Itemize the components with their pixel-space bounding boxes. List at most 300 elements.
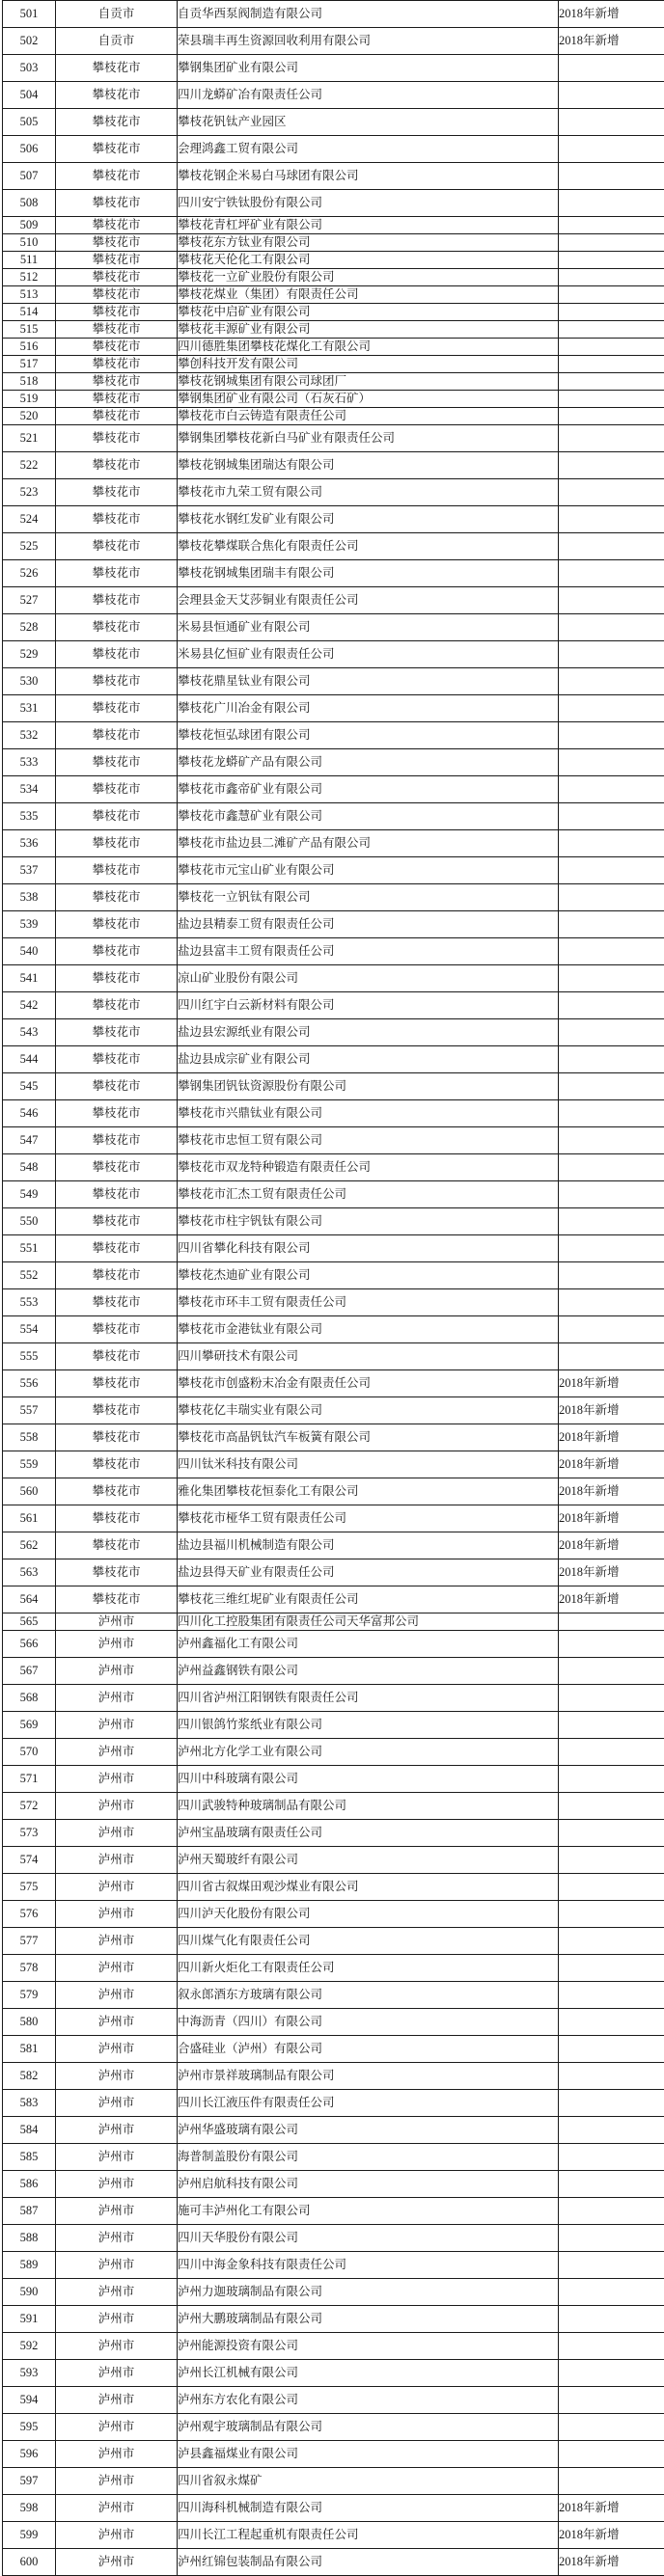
company-name-cell: 四川中海金象科技有限责任公司 bbox=[178, 2252, 559, 2279]
remark-cell bbox=[559, 425, 664, 452]
row-number-cell: 597 bbox=[3, 2468, 56, 2495]
table-row bbox=[3, 938, 664, 965]
remark-cell bbox=[559, 304, 664, 321]
table-row bbox=[3, 506, 664, 533]
city-cell: 攀枝花市 bbox=[56, 641, 178, 668]
company-name-cell: 四川煤气化有限责任公司 bbox=[178, 1928, 559, 1955]
row-number-cell: 566 bbox=[3, 1631, 56, 1658]
company-name-cell: 海普制盖股份有限公司 bbox=[178, 2144, 559, 2171]
row-number-cell: 551 bbox=[3, 1235, 56, 1262]
company-name-cell: 四川红宇白云新材料有限公司 bbox=[178, 992, 559, 1019]
city-cell: 攀枝花市 bbox=[56, 408, 178, 425]
company-name-cell: 四川省泸州江阳钢铁有限责任公司 bbox=[178, 1685, 559, 1712]
city-cell: 泸州市 bbox=[56, 2036, 178, 2063]
remark-cell bbox=[559, 560, 664, 587]
city-cell: 攀枝花市 bbox=[56, 695, 178, 722]
remark-cell bbox=[559, 1100, 664, 1127]
row-number-cell: 573 bbox=[3, 1820, 56, 1847]
remark-cell bbox=[559, 1685, 664, 1712]
table-row bbox=[3, 286, 664, 304]
table-row bbox=[3, 1685, 664, 1712]
row-number-cell: 526 bbox=[3, 560, 56, 587]
city-cell: 攀枝花市 bbox=[56, 506, 178, 533]
city-cell: 攀枝花市 bbox=[56, 911, 178, 938]
remark-cell bbox=[559, 217, 664, 234]
row-number-cell: 503 bbox=[3, 55, 56, 82]
row-number-cell: 589 bbox=[3, 2252, 56, 2279]
company-name-cell: 攀枝花龙蟒矿产品有限公司 bbox=[178, 749, 559, 776]
row-number-cell: 514 bbox=[3, 304, 56, 321]
remark-cell: 2018年新增 bbox=[559, 1478, 664, 1505]
remark-cell bbox=[559, 1046, 664, 1073]
remark-cell bbox=[559, 2090, 664, 2117]
city-cell: 攀枝花市 bbox=[56, 722, 178, 749]
remark-cell bbox=[559, 1901, 664, 1928]
company-name-cell: 四川银鸽竹浆纸业有限公司 bbox=[178, 1712, 559, 1739]
row-number-cell: 587 bbox=[3, 2198, 56, 2225]
row-number-cell: 530 bbox=[3, 668, 56, 695]
table-row bbox=[3, 1154, 664, 1181]
remark-cell bbox=[559, 2144, 664, 2171]
company-name-cell: 泸州观宇玻璃制品有限公司 bbox=[178, 2414, 559, 2441]
remark-cell bbox=[559, 1847, 664, 1874]
city-cell: 攀枝花市 bbox=[56, 1397, 178, 1424]
city-cell: 攀枝花市 bbox=[56, 1208, 178, 1235]
company-name-cell: 四川钛米科技有限公司 bbox=[178, 1451, 559, 1478]
city-cell: 攀枝花市 bbox=[56, 1478, 178, 1505]
company-name-cell: 米易县恒通矿业有限公司 bbox=[178, 614, 559, 641]
city-cell: 泸州市 bbox=[56, 2549, 178, 2576]
remark-cell bbox=[559, 190, 664, 217]
company-name-cell: 攀枝花市金港钛业有限公司 bbox=[178, 1316, 559, 1343]
company-name-cell: 攀枝花三维红坭矿业有限责任公司 bbox=[178, 1586, 559, 1613]
remark-cell bbox=[559, 533, 664, 560]
remark-cell: 2018年新增 bbox=[559, 28, 664, 55]
table-row bbox=[3, 1982, 664, 2009]
remark-cell: 2018年新增 bbox=[559, 2549, 664, 2576]
table-row bbox=[3, 830, 664, 857]
city-cell: 攀枝花市 bbox=[56, 587, 178, 614]
remark-cell bbox=[559, 2441, 664, 2468]
remark-cell bbox=[559, 1712, 664, 1739]
remark-cell bbox=[559, 2414, 664, 2441]
city-cell: 泸州市 bbox=[56, 2333, 178, 2360]
remark-cell bbox=[559, 1928, 664, 1955]
table-row bbox=[3, 1019, 664, 1046]
table-row bbox=[3, 911, 664, 938]
remark-cell bbox=[559, 2387, 664, 2414]
table-row bbox=[3, 1451, 664, 1478]
row-number-cell: 568 bbox=[3, 1685, 56, 1712]
city-cell: 泸州市 bbox=[56, 2306, 178, 2333]
company-name-cell: 攀枝花市高晶钒钛汽车板簧有限公司 bbox=[178, 1424, 559, 1451]
row-number-cell: 501 bbox=[3, 1, 56, 28]
city-cell: 泸州市 bbox=[56, 2225, 178, 2252]
table-row bbox=[3, 1127, 664, 1154]
row-number-cell: 531 bbox=[3, 695, 56, 722]
city-cell: 攀枝花市 bbox=[56, 163, 178, 190]
city-cell: 攀枝花市 bbox=[56, 1019, 178, 1046]
company-name-cell: 盐边县得天矿业有限责任公司 bbox=[178, 1559, 559, 1586]
city-cell: 攀枝花市 bbox=[56, 1451, 178, 1478]
company-name-cell: 泸州北方化学工业有限公司 bbox=[178, 1739, 559, 1766]
company-name-cell: 四川德胜集团攀枝花煤化工有限公司 bbox=[178, 339, 559, 356]
city-cell: 攀枝花市 bbox=[56, 1289, 178, 1316]
remark-cell bbox=[559, 1613, 664, 1631]
company-name-cell: 泸州长江机械有限公司 bbox=[178, 2360, 559, 2387]
remark-cell bbox=[559, 911, 664, 938]
remark-cell bbox=[559, 1343, 664, 1370]
table-row bbox=[3, 391, 664, 408]
table-row bbox=[3, 2225, 664, 2252]
company-table bbox=[2, 0, 664, 2576]
table-row bbox=[3, 82, 664, 109]
remark-cell bbox=[559, 1235, 664, 1262]
company-name-cell: 泸州红锦包装制品有限公司 bbox=[178, 2549, 559, 2576]
row-number-cell: 533 bbox=[3, 749, 56, 776]
city-cell: 攀枝花市 bbox=[56, 1559, 178, 1586]
table-row bbox=[3, 2549, 664, 2576]
company-name-cell: 攀枝花钢城集团有限公司球团厂 bbox=[178, 373, 559, 391]
table-row bbox=[3, 1, 664, 28]
table-row bbox=[3, 2117, 664, 2144]
row-number-cell: 582 bbox=[3, 2063, 56, 2090]
remark-cell bbox=[559, 2279, 664, 2306]
company-name-cell: 凉山矿业股份有限公司 bbox=[178, 965, 559, 992]
remark-cell bbox=[559, 1793, 664, 1820]
remark-cell bbox=[559, 1289, 664, 1316]
row-number-cell: 525 bbox=[3, 533, 56, 560]
company-name-cell: 四川龙蟒矿冶有限责任公司 bbox=[178, 82, 559, 109]
row-number-cell: 509 bbox=[3, 217, 56, 234]
table-row bbox=[3, 587, 664, 614]
city-cell: 泸州市 bbox=[56, 2414, 178, 2441]
row-number-cell: 511 bbox=[3, 252, 56, 269]
city-cell: 泸州市 bbox=[56, 1982, 178, 2009]
remark-cell: 2018年新增 bbox=[559, 1370, 664, 1397]
remark-cell bbox=[559, 965, 664, 992]
remark-cell: 2018年新增 bbox=[559, 1505, 664, 1532]
table-row bbox=[3, 1262, 664, 1289]
city-cell: 攀枝花市 bbox=[56, 1586, 178, 1613]
row-number-cell: 532 bbox=[3, 722, 56, 749]
city-cell: 泸州市 bbox=[56, 2495, 178, 2522]
row-number-cell: 590 bbox=[3, 2279, 56, 2306]
remark-cell bbox=[559, 234, 664, 252]
row-number-cell: 538 bbox=[3, 884, 56, 911]
company-name-cell: 攀枝花市桠华工贸有限责任公司 bbox=[178, 1505, 559, 1532]
row-number-cell: 539 bbox=[3, 911, 56, 938]
company-name-cell: 攀枝花市忠恒工贸有限公司 bbox=[178, 1127, 559, 1154]
city-cell: 攀枝花市 bbox=[56, 1181, 178, 1208]
row-number-cell: 550 bbox=[3, 1208, 56, 1235]
row-number-cell: 552 bbox=[3, 1262, 56, 1289]
row-number-cell: 516 bbox=[3, 339, 56, 356]
table-row bbox=[3, 749, 664, 776]
row-number-cell: 523 bbox=[3, 479, 56, 506]
table-row bbox=[3, 109, 664, 136]
remark-cell bbox=[559, 695, 664, 722]
city-cell: 攀枝花市 bbox=[56, 1154, 178, 1181]
table-row bbox=[3, 1370, 664, 1397]
city-cell: 攀枝花市 bbox=[56, 234, 178, 252]
table-row bbox=[3, 857, 664, 884]
company-table-body bbox=[3, 1, 664, 2576]
table-row bbox=[3, 641, 664, 668]
table-row bbox=[3, 1478, 664, 1505]
city-cell: 泸州市 bbox=[56, 2171, 178, 2198]
company-name-cell: 四川泸天化股份有限公司 bbox=[178, 1901, 559, 1928]
table-row bbox=[3, 1046, 664, 1073]
city-cell: 泸州市 bbox=[56, 2090, 178, 2117]
table-row bbox=[3, 2360, 664, 2387]
table-row bbox=[3, 2387, 664, 2414]
table-row bbox=[3, 1505, 664, 1532]
city-cell: 攀枝花市 bbox=[56, 938, 178, 965]
remark-cell bbox=[559, 2063, 664, 2090]
row-number-cell: 545 bbox=[3, 1073, 56, 1100]
table-row bbox=[3, 356, 664, 373]
city-cell: 攀枝花市 bbox=[56, 776, 178, 803]
city-cell: 攀枝花市 bbox=[56, 830, 178, 857]
table-row bbox=[3, 479, 664, 506]
company-name-cell: 泸州东方农化有限公司 bbox=[178, 2387, 559, 2414]
row-number-cell: 571 bbox=[3, 1766, 56, 1793]
row-number-cell: 502 bbox=[3, 28, 56, 55]
remark-cell bbox=[559, 2360, 664, 2387]
row-number-cell: 518 bbox=[3, 373, 56, 391]
city-cell: 泸州市 bbox=[56, 2009, 178, 2036]
table-row bbox=[3, 1793, 664, 1820]
row-number-cell: 517 bbox=[3, 356, 56, 373]
city-cell: 攀枝花市 bbox=[56, 425, 178, 452]
row-number-cell: 536 bbox=[3, 830, 56, 857]
company-name-cell: 攀枝花钢城集团瑞丰有限公司 bbox=[178, 560, 559, 587]
table-row bbox=[3, 776, 664, 803]
city-cell: 攀枝花市 bbox=[56, 884, 178, 911]
company-name-cell: 四川新火炬化工有限责任公司 bbox=[178, 1955, 559, 1982]
company-name-cell: 攀枝花杰迪矿业有限公司 bbox=[178, 1262, 559, 1289]
row-number-cell: 535 bbox=[3, 803, 56, 830]
city-cell: 泸州市 bbox=[56, 1631, 178, 1658]
table-row bbox=[3, 2063, 664, 2090]
company-name-cell: 攀枝花市兴鼎钛业有限公司 bbox=[178, 1100, 559, 1127]
row-number-cell: 572 bbox=[3, 1793, 56, 1820]
remark-cell bbox=[559, 391, 664, 408]
company-name-cell: 会理县金天艾莎铜业有限责任公司 bbox=[178, 587, 559, 614]
row-number-cell: 558 bbox=[3, 1424, 56, 1451]
company-name-cell: 攀枝花一立矿业股份有限公司 bbox=[178, 269, 559, 286]
row-number-cell: 560 bbox=[3, 1478, 56, 1505]
row-number-cell: 528 bbox=[3, 614, 56, 641]
table-row bbox=[3, 2333, 664, 2360]
city-cell: 泸州市 bbox=[56, 2468, 178, 2495]
table-row bbox=[3, 1901, 664, 1928]
row-number-cell: 529 bbox=[3, 641, 56, 668]
remark-cell bbox=[559, 992, 664, 1019]
row-number-cell: 559 bbox=[3, 1451, 56, 1478]
city-cell: 攀枝花市 bbox=[56, 190, 178, 217]
city-cell: 攀枝花市 bbox=[56, 1262, 178, 1289]
company-name-cell: 攀枝花市环丰工贸有限责任公司 bbox=[178, 1289, 559, 1316]
remark-cell bbox=[559, 2225, 664, 2252]
city-cell: 攀枝花市 bbox=[56, 992, 178, 1019]
company-name-cell: 雅化集团攀枝花恒泰化工有限公司 bbox=[178, 1478, 559, 1505]
company-name-cell: 施可丰泸州化工有限公司 bbox=[178, 2198, 559, 2225]
table-row bbox=[3, 884, 664, 911]
row-number-cell: 598 bbox=[3, 2495, 56, 2522]
remark-cell bbox=[559, 1208, 664, 1235]
table-row bbox=[3, 1613, 664, 1631]
table-row bbox=[3, 2306, 664, 2333]
table-row bbox=[3, 1658, 664, 1685]
company-name-cell: 攀枝花钒钛产业园区 bbox=[178, 109, 559, 136]
city-cell: 攀枝花市 bbox=[56, 304, 178, 321]
company-name-cell: 攀枝花市盐边县二滩矿产品有限公司 bbox=[178, 830, 559, 857]
row-number-cell: 522 bbox=[3, 452, 56, 479]
company-name-cell: 四川海科机械制造有限公司 bbox=[178, 2495, 559, 2522]
table-row bbox=[3, 163, 664, 190]
company-name-cell: 攀枝花钢企米易白马球团有限公司 bbox=[178, 163, 559, 190]
company-name-cell: 攀枝花市元宝山矿业有限公司 bbox=[178, 857, 559, 884]
company-name-cell: 盐边县富丰工贸有限责任公司 bbox=[178, 938, 559, 965]
table-row bbox=[3, 2414, 664, 2441]
row-number-cell: 588 bbox=[3, 2225, 56, 2252]
table-row bbox=[3, 1397, 664, 1424]
company-name-cell: 攀枝花亿丰瑞实业有限公司 bbox=[178, 1397, 559, 1424]
company-name-cell: 攀钢集团钒钛资源股份有限公司 bbox=[178, 1073, 559, 1100]
company-name-cell: 四川省古叙煤田观沙煤业有限公司 bbox=[178, 1874, 559, 1901]
city-cell: 泸州市 bbox=[56, 1928, 178, 1955]
table-row bbox=[3, 614, 664, 641]
row-number-cell: 519 bbox=[3, 391, 56, 408]
company-name-cell: 攀枝花煤业（集团）有限责任公司 bbox=[178, 286, 559, 304]
city-cell: 攀枝花市 bbox=[56, 1046, 178, 1073]
city-cell: 攀枝花市 bbox=[56, 339, 178, 356]
remark-cell bbox=[559, 136, 664, 163]
remark-cell bbox=[559, 1874, 664, 1901]
city-cell: 泸州市 bbox=[56, 2522, 178, 2549]
row-number-cell: 556 bbox=[3, 1370, 56, 1397]
company-name-cell: 攀枝花攀煤联合焦化有限责任公司 bbox=[178, 533, 559, 560]
city-cell: 攀枝花市 bbox=[56, 614, 178, 641]
company-name-cell: 攀枝花钢城集团瑞达有限公司 bbox=[178, 452, 559, 479]
row-number-cell: 544 bbox=[3, 1046, 56, 1073]
row-number-cell: 524 bbox=[3, 506, 56, 533]
company-name-cell: 泸州力迦玻璃制品有限公司 bbox=[178, 2279, 559, 2306]
company-name-cell: 泸州益鑫钢铁有限公司 bbox=[178, 1658, 559, 1685]
row-number-cell: 512 bbox=[3, 269, 56, 286]
table-row bbox=[3, 668, 664, 695]
company-name-cell: 攀创科技开发有限公司 bbox=[178, 356, 559, 373]
city-cell: 自贡市 bbox=[56, 28, 178, 55]
table-row bbox=[3, 1739, 664, 1766]
remark-cell bbox=[559, 1982, 664, 2009]
row-number-cell: 595 bbox=[3, 2414, 56, 2441]
remark-cell bbox=[559, 1316, 664, 1343]
table-row bbox=[3, 1100, 664, 1127]
remark-cell: 2018年新增 bbox=[559, 1397, 664, 1424]
remark-cell bbox=[559, 722, 664, 749]
remark-cell: 2018年新增 bbox=[559, 2522, 664, 2549]
remark-cell bbox=[559, 452, 664, 479]
row-number-cell: 580 bbox=[3, 2009, 56, 2036]
row-number-cell: 553 bbox=[3, 1289, 56, 1316]
table-row bbox=[3, 965, 664, 992]
table-row bbox=[3, 1208, 664, 1235]
company-name-cell: 四川中科玻璃有限公司 bbox=[178, 1766, 559, 1793]
remark-cell bbox=[559, 2117, 664, 2144]
company-name-cell: 攀枝花青杠坪矿业有限公司 bbox=[178, 217, 559, 234]
table-row bbox=[3, 1928, 664, 1955]
row-number-cell: 596 bbox=[3, 2441, 56, 2468]
company-name-cell: 攀枝花市鑫帝矿业有限公司 bbox=[178, 776, 559, 803]
city-cell: 攀枝花市 bbox=[56, 217, 178, 234]
remark-cell bbox=[559, 1820, 664, 1847]
company-name-cell: 合盛硅业（泸州）有限公司 bbox=[178, 2036, 559, 2063]
remark-cell bbox=[559, 857, 664, 884]
city-cell: 攀枝花市 bbox=[56, 1100, 178, 1127]
table-row bbox=[3, 1559, 664, 1586]
table-row bbox=[3, 304, 664, 321]
remark-cell bbox=[559, 1658, 664, 1685]
row-number-cell: 513 bbox=[3, 286, 56, 304]
remark-cell bbox=[559, 749, 664, 776]
table-row bbox=[3, 339, 664, 356]
row-number-cell: 574 bbox=[3, 1847, 56, 1874]
remark-cell bbox=[559, 1127, 664, 1154]
company-name-cell: 盐边县成宗矿业有限公司 bbox=[178, 1046, 559, 1073]
company-name-cell: 四川省攀化科技有限公司 bbox=[178, 1235, 559, 1262]
company-name-cell: 攀枝花天伦化工有限公司 bbox=[178, 252, 559, 269]
company-name-cell: 泸州天蜀玻纤有限公司 bbox=[178, 1847, 559, 1874]
city-cell: 泸州市 bbox=[56, 2198, 178, 2225]
row-number-cell: 567 bbox=[3, 1658, 56, 1685]
city-cell: 泸州市 bbox=[56, 2360, 178, 2387]
row-number-cell: 585 bbox=[3, 2144, 56, 2171]
remark-cell bbox=[559, 776, 664, 803]
table-row bbox=[3, 425, 664, 452]
company-name-cell: 盐边县宏源纸业有限公司 bbox=[178, 1019, 559, 1046]
row-number-cell: 577 bbox=[3, 1928, 56, 1955]
remark-cell bbox=[559, 938, 664, 965]
company-name-cell: 攀枝花市创盛粉末冶金有限责任公司 bbox=[178, 1370, 559, 1397]
remark-cell bbox=[559, 1181, 664, 1208]
remark-cell: 2018年新增 bbox=[559, 1586, 664, 1613]
table-row bbox=[3, 269, 664, 286]
city-cell: 攀枝花市 bbox=[56, 373, 178, 391]
company-name-cell: 泸州启航科技有限公司 bbox=[178, 2171, 559, 2198]
company-name-cell: 泸州能源投资有限公司 bbox=[178, 2333, 559, 2360]
row-number-cell: 581 bbox=[3, 2036, 56, 2063]
remark-cell bbox=[559, 2171, 664, 2198]
row-number-cell: 578 bbox=[3, 1955, 56, 1982]
company-name-cell: 四川天华股份有限公司 bbox=[178, 2225, 559, 2252]
remark-cell: 2018年新增 bbox=[559, 1424, 664, 1451]
company-name-cell: 攀枝花市白云铸造有限责任公司 bbox=[178, 408, 559, 425]
city-cell: 泸州市 bbox=[56, 1613, 178, 1631]
row-number-cell: 557 bbox=[3, 1397, 56, 1424]
table-row bbox=[3, 2198, 664, 2225]
remark-cell bbox=[559, 1073, 664, 1100]
row-number-cell: 548 bbox=[3, 1154, 56, 1181]
row-number-cell: 520 bbox=[3, 408, 56, 425]
company-name-cell: 攀枝花市双龙特种锻造有限责任公司 bbox=[178, 1154, 559, 1181]
table-row bbox=[3, 408, 664, 425]
city-cell: 泸州市 bbox=[56, 1955, 178, 1982]
city-cell: 攀枝花市 bbox=[56, 391, 178, 408]
table-row bbox=[3, 722, 664, 749]
